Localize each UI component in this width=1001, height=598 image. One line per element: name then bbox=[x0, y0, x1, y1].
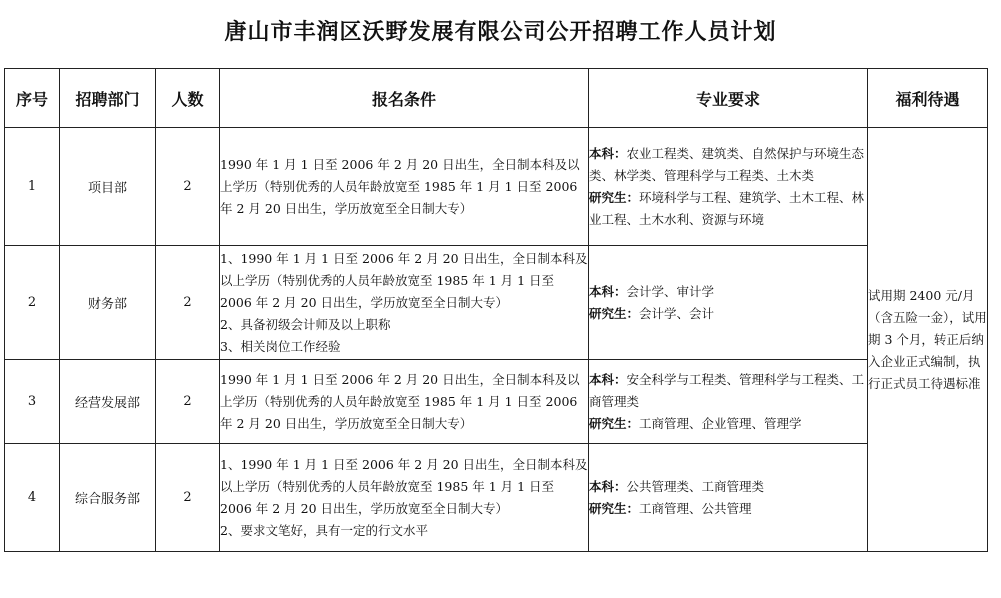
table-row bbox=[5, 444, 988, 552]
condition-line: 2、要求文笔好，具有一定的行文水平 bbox=[220, 522, 428, 538]
row-department: 经营发展部 bbox=[60, 360, 156, 444]
row-count: 2 bbox=[156, 128, 220, 246]
header-department: 招聘部门 bbox=[60, 69, 156, 128]
grad-label: 研究生： bbox=[589, 305, 640, 321]
header-index: 序号 bbox=[5, 69, 60, 128]
undergrad-label: 本科： bbox=[589, 145, 627, 161]
undergrad-label: 本科： bbox=[589, 371, 627, 387]
grad-majors: 工商管理、企业管理、管理学 bbox=[639, 415, 802, 431]
row-count: 2 bbox=[156, 246, 220, 360]
row-index: 1 bbox=[5, 128, 60, 246]
row-department: 综合服务部 bbox=[60, 444, 156, 552]
row-department: 项目部 bbox=[60, 128, 156, 246]
header-welfare: 福利待遇 bbox=[868, 69, 988, 128]
grad-label: 研究生： bbox=[589, 415, 640, 431]
undergrad-majors: 公共管理类、工商管理类 bbox=[626, 478, 765, 494]
grad-requirement bbox=[589, 187, 867, 231]
undergrad-requirement bbox=[589, 281, 867, 303]
row-conditions bbox=[220, 128, 589, 246]
grad-majors: 会计学、会计 bbox=[639, 305, 715, 321]
undergrad-requirement bbox=[589, 476, 867, 498]
undergrad-requirement bbox=[589, 369, 867, 413]
row-major bbox=[589, 360, 868, 444]
grad-requirement bbox=[589, 413, 867, 435]
grad-majors: 工商管理、公共管理 bbox=[639, 500, 752, 516]
row-major bbox=[589, 128, 868, 246]
row-major bbox=[589, 444, 868, 552]
condition-line: 1990 年 1 月 1 日至 2006 年 2 月 20 日出生，全日制本科及以上学历（特别优秀的人员年龄放宽至 1985 年 1 月 1 日至 2006 年 2 月 20 日出生，学历放宽至全日制大专） bbox=[220, 371, 580, 431]
row-count: 2 bbox=[156, 444, 220, 552]
grad-majors: 环境科学与工程、建筑学、土木工程、林业工程、土木水利、资源与环境 bbox=[589, 189, 865, 227]
undergrad-label: 本科： bbox=[589, 478, 627, 494]
grad-requirement bbox=[589, 498, 867, 520]
grad-label: 研究生： bbox=[589, 500, 640, 516]
condition-line: 2、具备初级会计师及以上职称 bbox=[220, 316, 391, 332]
row-index: 4 bbox=[5, 444, 60, 552]
condition-line: 1、1990 年 1 月 1 日至 2006 年 2 月 20 日出生，全日制本科及以上学历（特别优秀的人员年龄放宽至 1985 年 1 月 1 日至 2006 年 2 月 20 日出生，学历放宽至全日制大专） bbox=[220, 250, 588, 310]
undergrad-label: 本科： bbox=[589, 283, 627, 299]
table-row bbox=[5, 128, 988, 246]
undergrad-majors: 农业工程类、建筑类、自然保护与环境生态类、林学类、管理科学与工程类、土木类 bbox=[589, 145, 865, 183]
row-conditions bbox=[220, 246, 589, 360]
row-conditions bbox=[220, 444, 589, 552]
header-row bbox=[5, 69, 988, 128]
row-index: 2 bbox=[5, 246, 60, 360]
condition-line: 1990 年 1 月 1 日至 2006 年 2 月 20 日出生，全日制本科及以上学历（特别优秀的人员年龄放宽至 1985 年 1 月 1 日至 2006 年 2 月 20 日出生，学历放宽至全日制大专） bbox=[220, 156, 580, 216]
undergrad-requirement bbox=[589, 143, 867, 187]
row-major bbox=[589, 246, 868, 360]
grad-label: 研究生： bbox=[589, 189, 640, 205]
row-count: 2 bbox=[156, 360, 220, 444]
header-conditions: 报名条件 bbox=[220, 69, 589, 128]
condition-line: 1、1990 年 1 月 1 日至 2006 年 2 月 20 日出生，全日制本科及以上学历（特别优秀的人员年龄放宽至 1985 年 1 月 1 日至 2006 年 2 月 20 日出生，学历放宽至全日制大专） bbox=[220, 456, 588, 516]
welfare-cell: 试用期 2400 元/月（含五险一金），试用期 3 个月，转正后纳入企业正式编制，执行正式员工待遇标准 bbox=[868, 128, 988, 552]
table-row bbox=[5, 246, 988, 360]
row-department: 财务部 bbox=[60, 246, 156, 360]
row-conditions bbox=[220, 360, 589, 444]
undergrad-majors: 会计学、审计学 bbox=[626, 283, 715, 299]
grad-requirement bbox=[589, 303, 867, 325]
table-row bbox=[5, 360, 988, 444]
header-major: 专业要求 bbox=[589, 69, 868, 128]
condition-line: 3、相关岗位工作经验 bbox=[220, 338, 341, 354]
row-index: 3 bbox=[5, 360, 60, 444]
header-count: 人数 bbox=[156, 69, 220, 128]
undergrad-majors: 安全科学与工程类、管理科学与工程类、工商管理类 bbox=[589, 371, 865, 409]
recruitment-table bbox=[4, 68, 988, 552]
page-title: 唐山市丰润区沃野发展有限公司公开招聘工作人员计划 bbox=[224, 20, 777, 45]
